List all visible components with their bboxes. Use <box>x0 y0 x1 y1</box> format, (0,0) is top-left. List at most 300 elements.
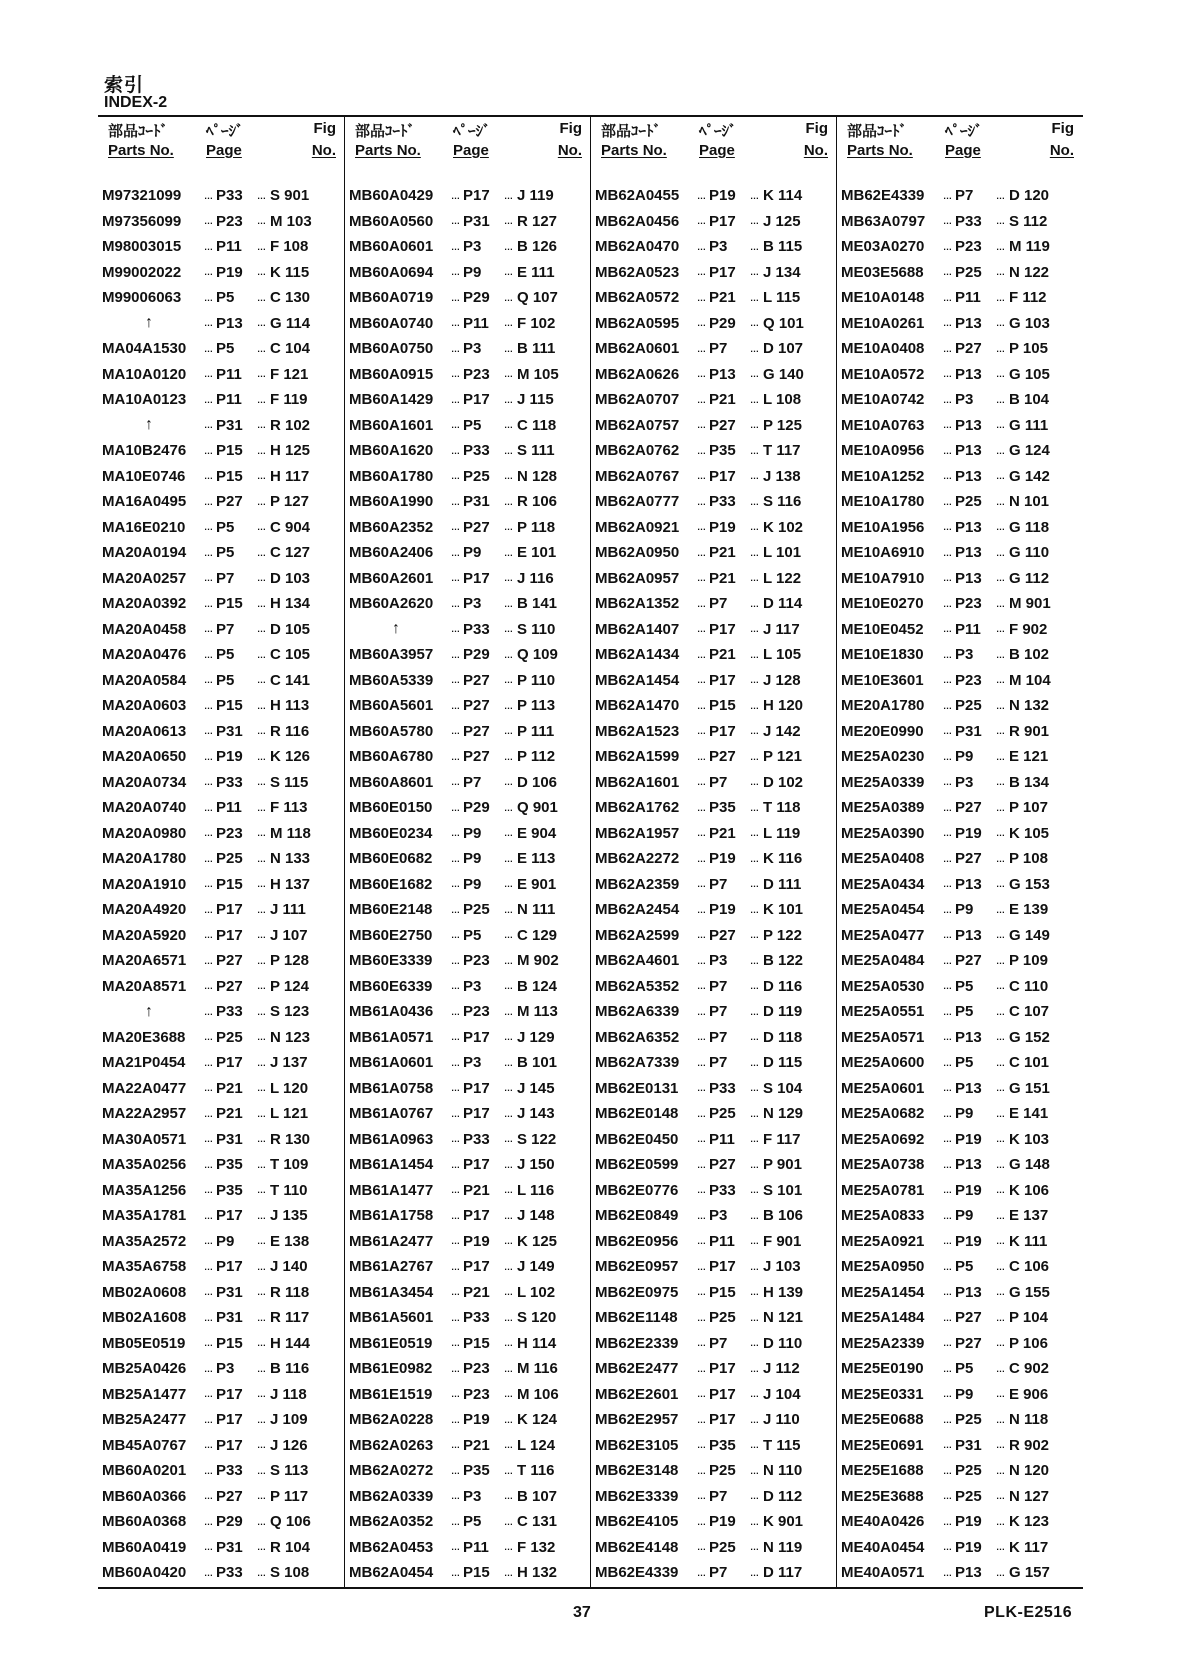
fig-no: N 128 <box>517 467 558 485</box>
part-code: ME25E0190 <box>841 1360 924 1378</box>
leader-dots: … <box>697 828 705 839</box>
leader-dots: … <box>257 1414 265 1425</box>
part-code: ME40A0454 <box>841 1538 925 1556</box>
leader-dots: … <box>943 292 951 303</box>
leader-dots: … <box>257 904 265 915</box>
fig-no: S 120 <box>517 1309 557 1327</box>
leader-dots: … <box>504 1491 512 1502</box>
leader-dots: … <box>257 1006 265 1017</box>
part-code: MB60A1601 <box>349 416 434 434</box>
leader-dots: … <box>750 1261 758 1272</box>
leader-dots: … <box>257 318 265 329</box>
leader-dots: … <box>204 981 212 992</box>
leader-dots: … <box>996 777 1004 788</box>
index-row <box>837 1433 1082 1459</box>
index-row <box>591 234 836 260</box>
leader-dots: … <box>996 624 1004 635</box>
fig-no: K 115 <box>270 263 310 281</box>
page-ref: P7 <box>709 1054 728 1072</box>
index-row <box>591 1305 836 1331</box>
index-row <box>98 1535 344 1561</box>
leader-dots: … <box>451 1491 459 1502</box>
leader-dots: … <box>204 1057 212 1068</box>
index-row <box>837 387 1082 413</box>
leader-dots: … <box>504 573 512 584</box>
ditto-arrow: ↑ <box>145 416 153 434</box>
index-row <box>345 311 590 337</box>
index-row <box>345 999 590 1025</box>
leader-dots: … <box>750 1108 758 1119</box>
leader-dots: … <box>504 1057 512 1068</box>
leader-dots: … <box>451 496 459 507</box>
index-column-4 <box>836 117 1082 1587</box>
part-code: ME25A0600 <box>841 1054 925 1072</box>
document-code: PLK-E2516 <box>984 1604 1073 1621</box>
page-ref: P27 <box>955 799 982 817</box>
leader-dots: … <box>451 547 459 558</box>
leader-dots: … <box>257 496 265 507</box>
index-row <box>837 1229 1082 1255</box>
leader-dots: … <box>996 930 1004 941</box>
part-code: MA20A0476 <box>102 646 187 664</box>
page-ref: P3 <box>216 1360 235 1378</box>
index-row <box>591 1280 836 1306</box>
leader-dots: … <box>504 1440 512 1451</box>
fig-no: M 902 <box>517 952 559 970</box>
index-row <box>837 770 1082 796</box>
index-row <box>837 566 1082 592</box>
leader-dots: … <box>257 1185 265 1196</box>
leader-dots: … <box>451 471 459 482</box>
leader-dots: … <box>697 598 705 609</box>
leader-dots: … <box>257 981 265 992</box>
part-code: MB62A0453 <box>349 1538 434 1556</box>
leader-dots: … <box>996 1108 1004 1119</box>
part-code: MB60A0601 <box>349 238 434 256</box>
index-row <box>591 617 836 643</box>
leader-dots: … <box>451 853 459 864</box>
index-row <box>837 1458 1082 1484</box>
leader-dots: … <box>504 751 512 762</box>
leader-dots: … <box>697 420 705 431</box>
fig-no: P 107 <box>1009 799 1048 817</box>
part-code: MB60A5601 <box>349 697 434 715</box>
fig-no: F 901 <box>763 1232 802 1250</box>
leader-dots: … <box>504 1185 512 1196</box>
leader-dots: … <box>257 1542 265 1553</box>
part-code: ME25A0921 <box>841 1232 925 1250</box>
index-row <box>98 821 344 847</box>
fig-no: G 114 <box>270 314 311 332</box>
page-ref: P9 <box>463 875 482 893</box>
fig-no: J 142 <box>763 722 801 740</box>
index-row <box>345 1356 590 1382</box>
leader-dots: … <box>750 1491 758 1502</box>
fig-no: K 106 <box>1009 1181 1050 1199</box>
leader-dots: … <box>257 445 265 456</box>
leader-dots: … <box>996 802 1004 813</box>
part-code: ME25A0551 <box>841 1003 925 1021</box>
page-ref: P25 <box>709 1462 736 1480</box>
leader-dots: … <box>257 1210 265 1221</box>
part-code: MA20A1780 <box>102 850 187 868</box>
index-row <box>837 821 1082 847</box>
fig-no: P 128 <box>270 952 309 970</box>
page-ref: P33 <box>216 1003 243 1021</box>
page-ref: P23 <box>463 365 490 383</box>
leader-dots: … <box>750 471 758 482</box>
leader-dots: … <box>451 1389 459 1400</box>
fig-no: R 102 <box>270 416 311 434</box>
index-row <box>837 1152 1082 1178</box>
index-row <box>837 948 1082 974</box>
page-ref: P5 <box>216 289 235 307</box>
fig-no: C 106 <box>1009 1258 1050 1276</box>
fig-no: M 106 <box>517 1385 559 1403</box>
page-ref: P17 <box>216 1054 243 1072</box>
leader-dots: … <box>204 573 212 584</box>
leader-dots: … <box>697 1159 705 1170</box>
fig-no: J 128 <box>763 671 801 689</box>
index-row <box>837 1050 1082 1076</box>
index-row <box>345 1229 590 1255</box>
index-row <box>837 1280 1082 1306</box>
leader-dots: … <box>504 1363 512 1374</box>
leader-dots: … <box>750 1542 758 1553</box>
leader-dots: … <box>697 1032 705 1043</box>
page-ref: P7 <box>216 620 235 638</box>
page-ref: P7 <box>463 773 482 791</box>
page-ref: P25 <box>955 1487 982 1505</box>
fig-no: G 124 <box>1009 442 1050 460</box>
leader-dots: … <box>257 955 265 966</box>
fig-no: B 102 <box>1009 646 1050 664</box>
leader-dots: … <box>504 292 512 303</box>
fig-no: P 122 <box>763 926 802 944</box>
index-row <box>837 1178 1082 1204</box>
leader-dots: … <box>204 190 212 201</box>
leader-dots: … <box>504 1210 512 1221</box>
page-ref: P27 <box>709 748 736 766</box>
leader-dots: … <box>996 1287 1004 1298</box>
fig-no: G 103 <box>1009 314 1050 332</box>
fig-no: K 116 <box>763 850 803 868</box>
index-row <box>345 897 590 923</box>
fig-no: R 130 <box>270 1130 311 1148</box>
leader-dots: … <box>943 879 951 890</box>
index-row <box>345 285 590 311</box>
leader-dots: … <box>697 700 705 711</box>
index-title-jp: 索引 <box>104 75 145 96</box>
page-ref: P33 <box>216 773 243 791</box>
leader-dots: … <box>504 1006 512 1017</box>
fig-no: E 137 <box>1009 1207 1049 1225</box>
part-code: MB61E0982 <box>349 1360 433 1378</box>
page-ref: P19 <box>955 1538 982 1556</box>
page-ref: P27 <box>463 518 490 536</box>
part-code: MB60A2352 <box>349 518 434 536</box>
index-row <box>345 413 590 439</box>
part-code: MB60A0719 <box>349 289 434 307</box>
leader-dots: … <box>504 1032 512 1043</box>
leader-dots: … <box>996 700 1004 711</box>
fig-no: Q 107 <box>517 289 558 307</box>
leader-dots: … <box>943 1032 951 1043</box>
part-code: MA22A0477 <box>102 1079 187 1097</box>
leader-dots: … <box>697 1083 705 1094</box>
index-row <box>591 540 836 566</box>
leader-dots: … <box>451 216 459 227</box>
leader-dots: … <box>750 879 758 890</box>
leader-dots: … <box>257 1057 265 1068</box>
fig-no: D 120 <box>1009 187 1050 205</box>
fig-no: J 134 <box>763 263 801 281</box>
leader-dots: … <box>697 904 705 915</box>
fig-no: T 117 <box>763 442 801 460</box>
part-code: MB60A0366 <box>102 1487 187 1505</box>
fig-no: D 118 <box>763 1028 803 1046</box>
leader-dots: … <box>451 930 459 941</box>
leader-dots: … <box>204 471 212 482</box>
index-row <box>98 336 344 362</box>
page-ref: P17 <box>709 1385 736 1403</box>
page-ref: P19 <box>709 850 736 868</box>
leader-dots: … <box>943 1134 951 1145</box>
page-ref: P13 <box>955 1283 982 1301</box>
part-code: MB61A0963 <box>349 1130 434 1148</box>
leader-dots: … <box>257 241 265 252</box>
part-code: MB60A0201 <box>102 1462 187 1480</box>
page-ref: P13 <box>955 365 982 383</box>
page-ref: P11 <box>216 238 242 256</box>
part-code: MB60E1682 <box>349 875 433 893</box>
fig-no: H 137 <box>270 875 311 893</box>
leader-dots: … <box>504 700 512 711</box>
index-row <box>837 999 1082 1025</box>
page-ref: P17 <box>463 569 490 587</box>
index-row <box>591 744 836 770</box>
leader-dots: … <box>750 1057 758 1068</box>
index-row <box>837 668 1082 694</box>
index-row <box>98 209 344 235</box>
part-code: MB62A0272 <box>349 1462 434 1480</box>
ditto-arrow: ↑ <box>145 314 153 332</box>
index-row <box>345 489 590 515</box>
index-row <box>98 846 344 872</box>
fig-no: B 101 <box>517 1054 558 1072</box>
leader-dots: … <box>996 547 1004 558</box>
leader-dots: … <box>204 904 212 915</box>
leader-dots: … <box>204 216 212 227</box>
leader-dots: … <box>204 598 212 609</box>
fig-no: H 134 <box>270 595 311 613</box>
fig-no: G 148 <box>1009 1156 1050 1174</box>
page-ref: P17 <box>463 1258 490 1276</box>
part-code: MA20A0603 <box>102 697 187 715</box>
page-ref: P17 <box>463 187 490 205</box>
page-ref: P23 <box>463 1003 490 1021</box>
leader-dots: … <box>943 598 951 609</box>
leader-dots: … <box>996 1542 1004 1553</box>
leader-dots: … <box>750 675 758 686</box>
page-ref: P3 <box>709 952 728 970</box>
index-row <box>345 1509 590 1535</box>
leader-dots: … <box>504 216 512 227</box>
header-fig-no: No. <box>311 142 336 159</box>
leader-dots: … <box>996 1261 1004 1272</box>
index-row <box>837 1484 1082 1510</box>
page-ref: P27 <box>955 952 982 970</box>
header-parts-no: Parts No. <box>601 142 667 159</box>
leader-dots: … <box>697 1185 705 1196</box>
index-row <box>345 1025 590 1051</box>
part-code: MB62A0455 <box>595 187 680 205</box>
page-ref: P33 <box>216 1462 243 1480</box>
header-page: Page <box>206 142 242 159</box>
page-ref: P25 <box>955 1462 982 1480</box>
leader-dots: … <box>204 879 212 890</box>
index-row <box>591 183 836 209</box>
header-parts-code-jp: 部品ｺｰﾄﾞ <box>355 123 416 140</box>
page-ref: P11 <box>955 289 981 307</box>
index-row <box>98 591 344 617</box>
leader-dots: … <box>750 955 758 966</box>
part-code: MB62A0950 <box>595 544 680 562</box>
leader-dots: … <box>750 981 758 992</box>
part-code: MA20A8571 <box>102 977 187 995</box>
part-code: ME10E0452 <box>841 620 924 638</box>
leader-dots: … <box>697 1491 705 1502</box>
leader-dots: … <box>697 726 705 737</box>
index-row <box>98 1050 344 1076</box>
fig-no: T 116 <box>517 1462 555 1480</box>
fig-no: G 105 <box>1009 365 1050 383</box>
page-ref: P31 <box>463 493 490 511</box>
leader-dots: … <box>451 624 459 635</box>
part-code: ME10A1252 <box>841 467 925 485</box>
page-number: 37 <box>573 1604 591 1621</box>
index-row <box>837 438 1082 464</box>
leader-dots: … <box>750 930 758 941</box>
page-ref: P23 <box>955 595 982 613</box>
leader-dots: … <box>204 955 212 966</box>
fig-no: S 116 <box>763 493 802 511</box>
leader-dots: … <box>504 369 512 380</box>
part-code: MA20A4920 <box>102 901 187 919</box>
part-code: ME10A0763 <box>841 416 925 434</box>
leader-dots: … <box>257 751 265 762</box>
fig-no: B 124 <box>517 977 558 995</box>
page-ref: P7 <box>709 1564 728 1582</box>
fig-no: R 902 <box>1009 1436 1050 1454</box>
part-code: MB60A5780 <box>349 722 434 740</box>
index-row <box>837 1025 1082 1051</box>
page-ref: P27 <box>955 1334 982 1352</box>
fig-no: G 110 <box>1009 544 1050 562</box>
part-code: MB62A1601 <box>595 773 680 791</box>
leader-dots: … <box>504 1236 512 1247</box>
leader-dots: … <box>943 904 951 915</box>
index-row <box>345 846 590 872</box>
leader-dots: … <box>750 777 758 788</box>
index-row <box>98 1484 344 1510</box>
leader-dots: … <box>996 1465 1004 1476</box>
fig-no: G 151 <box>1009 1079 1050 1097</box>
fig-no: H 120 <box>763 697 804 715</box>
leader-dots: … <box>504 496 512 507</box>
fig-no: G 157 <box>1009 1564 1050 1582</box>
page-ref: P11 <box>709 1232 735 1250</box>
part-code: MB62E3105 <box>595 1436 679 1454</box>
index-row <box>98 1203 344 1229</box>
fig-no: M 104 <box>1009 671 1051 689</box>
leader-dots: … <box>451 904 459 915</box>
leader-dots: … <box>257 853 265 864</box>
leader-dots: … <box>943 955 951 966</box>
page-ref: P19 <box>955 1181 982 1199</box>
part-code: ME20E0990 <box>841 722 924 740</box>
leader-dots: … <box>943 1057 951 1068</box>
part-code: MB62A2454 <box>595 901 680 919</box>
part-code: MB61A5601 <box>349 1309 434 1327</box>
leader-dots: … <box>750 1159 758 1170</box>
index-row <box>837 464 1082 490</box>
index-row <box>345 948 590 974</box>
leader-dots: … <box>697 394 705 405</box>
page-ref: P13 <box>955 544 982 562</box>
page-ref: P5 <box>955 977 974 995</box>
leader-dots: … <box>996 598 1004 609</box>
leader-dots: … <box>697 1516 705 1527</box>
leader-dots: … <box>451 1542 459 1553</box>
page-ref: P17 <box>709 467 736 485</box>
page-ref: P27 <box>463 697 490 715</box>
part-code: MB61A2767 <box>349 1258 434 1276</box>
part-code: MB60A3957 <box>349 646 434 664</box>
page-ref: P33 <box>955 212 982 230</box>
part-code: ME10A1956 <box>841 518 925 536</box>
leader-dots: … <box>943 1516 951 1527</box>
part-code: MB62A6339 <box>595 1003 680 1021</box>
index-row <box>837 795 1082 821</box>
index-row <box>591 1356 836 1382</box>
index-row <box>98 1254 344 1280</box>
index-row <box>98 438 344 464</box>
page-ref: P3 <box>463 238 482 256</box>
page-ref: P19 <box>955 1130 982 1148</box>
leader-dots: … <box>257 1389 265 1400</box>
fig-no: C 904 <box>270 518 311 536</box>
index-row <box>98 234 344 260</box>
fig-no: H 125 <box>270 442 311 460</box>
part-code: MB62A1470 <box>595 697 680 715</box>
leader-dots: … <box>451 1057 459 1068</box>
part-code: ME25A0601 <box>841 1079 925 1097</box>
part-code: MA20A0613 <box>102 722 187 740</box>
rows <box>591 183 836 1586</box>
part-code: ME25A1484 <box>841 1309 925 1327</box>
index-row <box>98 770 344 796</box>
leader-dots: … <box>451 802 459 813</box>
index-row <box>837 1535 1082 1561</box>
leader-dots: … <box>204 930 212 941</box>
page-ref: P17 <box>709 671 736 689</box>
page-ref: P7 <box>709 1334 728 1352</box>
part-code: MA10E0746 <box>102 467 186 485</box>
part-code: MA35A1781 <box>102 1207 187 1225</box>
leader-dots: … <box>204 547 212 558</box>
part-code: ME25A0692 <box>841 1130 925 1148</box>
